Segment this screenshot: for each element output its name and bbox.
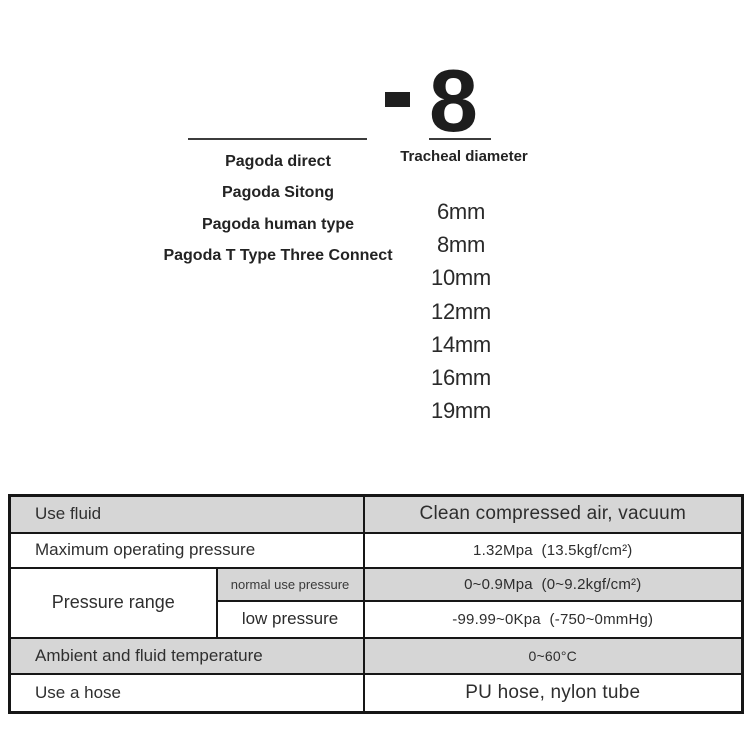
spec-table	[8, 494, 744, 714]
spec-row-use-fluid	[10, 496, 743, 533]
spec-label: Maximum operating pressure	[10, 533, 364, 568]
spec-row-max-pressure	[10, 533, 743, 568]
diameter-item: 12mm	[431, 298, 491, 324]
spec-label: Use a hose	[10, 674, 364, 713]
divider-code-underline	[429, 138, 491, 140]
diameter-item: 10mm	[431, 265, 491, 291]
spec-label: Pressure range	[10, 568, 217, 638]
diameter-item: 19mm	[431, 398, 491, 424]
diameter-item: 14mm	[431, 331, 491, 357]
diameter-list	[401, 195, 521, 427]
tracheal-diameter-label: Tracheal diameter	[400, 148, 528, 165]
spec-label: Use fluid	[10, 496, 364, 533]
diameter-item: 6mm	[437, 199, 485, 224]
divider-left-underline	[188, 138, 367, 140]
spec-row-hose	[10, 674, 743, 713]
spec-value: 0~0.9Mpa (0~9.2kgf/cm²)	[364, 568, 743, 601]
spec-label: Ambient and fluid temperature	[10, 638, 364, 674]
spec-row-pressure-range-normal	[10, 568, 743, 601]
pagoda-type-item: Pagoda Sitong	[222, 184, 334, 202]
pagoda-type-item: Pagoda T Type Three Connect	[163, 246, 393, 264]
pagoda-type-item: Pagoda direct	[225, 153, 331, 170]
spec-value: 0~60°C	[364, 638, 743, 674]
spec-value: PU hose, nylon tube	[364, 674, 743, 713]
spec-value: 1.32Mpa (13.5kgf/cm²)	[364, 533, 743, 568]
pagoda-type-list	[130, 146, 426, 271]
spec-sub-label: low pressure	[217, 601, 364, 638]
pagoda-type-item: Pagoda human type	[201, 215, 355, 233]
spec-sub-label: normal use pressure	[217, 568, 364, 601]
spec-value: Clean compressed air, vacuum	[364, 496, 743, 533]
spec-row-temperature	[10, 638, 743, 674]
diameter-item: 8mm	[437, 232, 485, 258]
diameter-item: 16mm	[431, 364, 491, 390]
code-size-number: 8	[429, 51, 478, 150]
spec-value: -99.99~0Kpa (-750~0mmHg)	[364, 601, 743, 638]
code-dash	[385, 92, 410, 107]
